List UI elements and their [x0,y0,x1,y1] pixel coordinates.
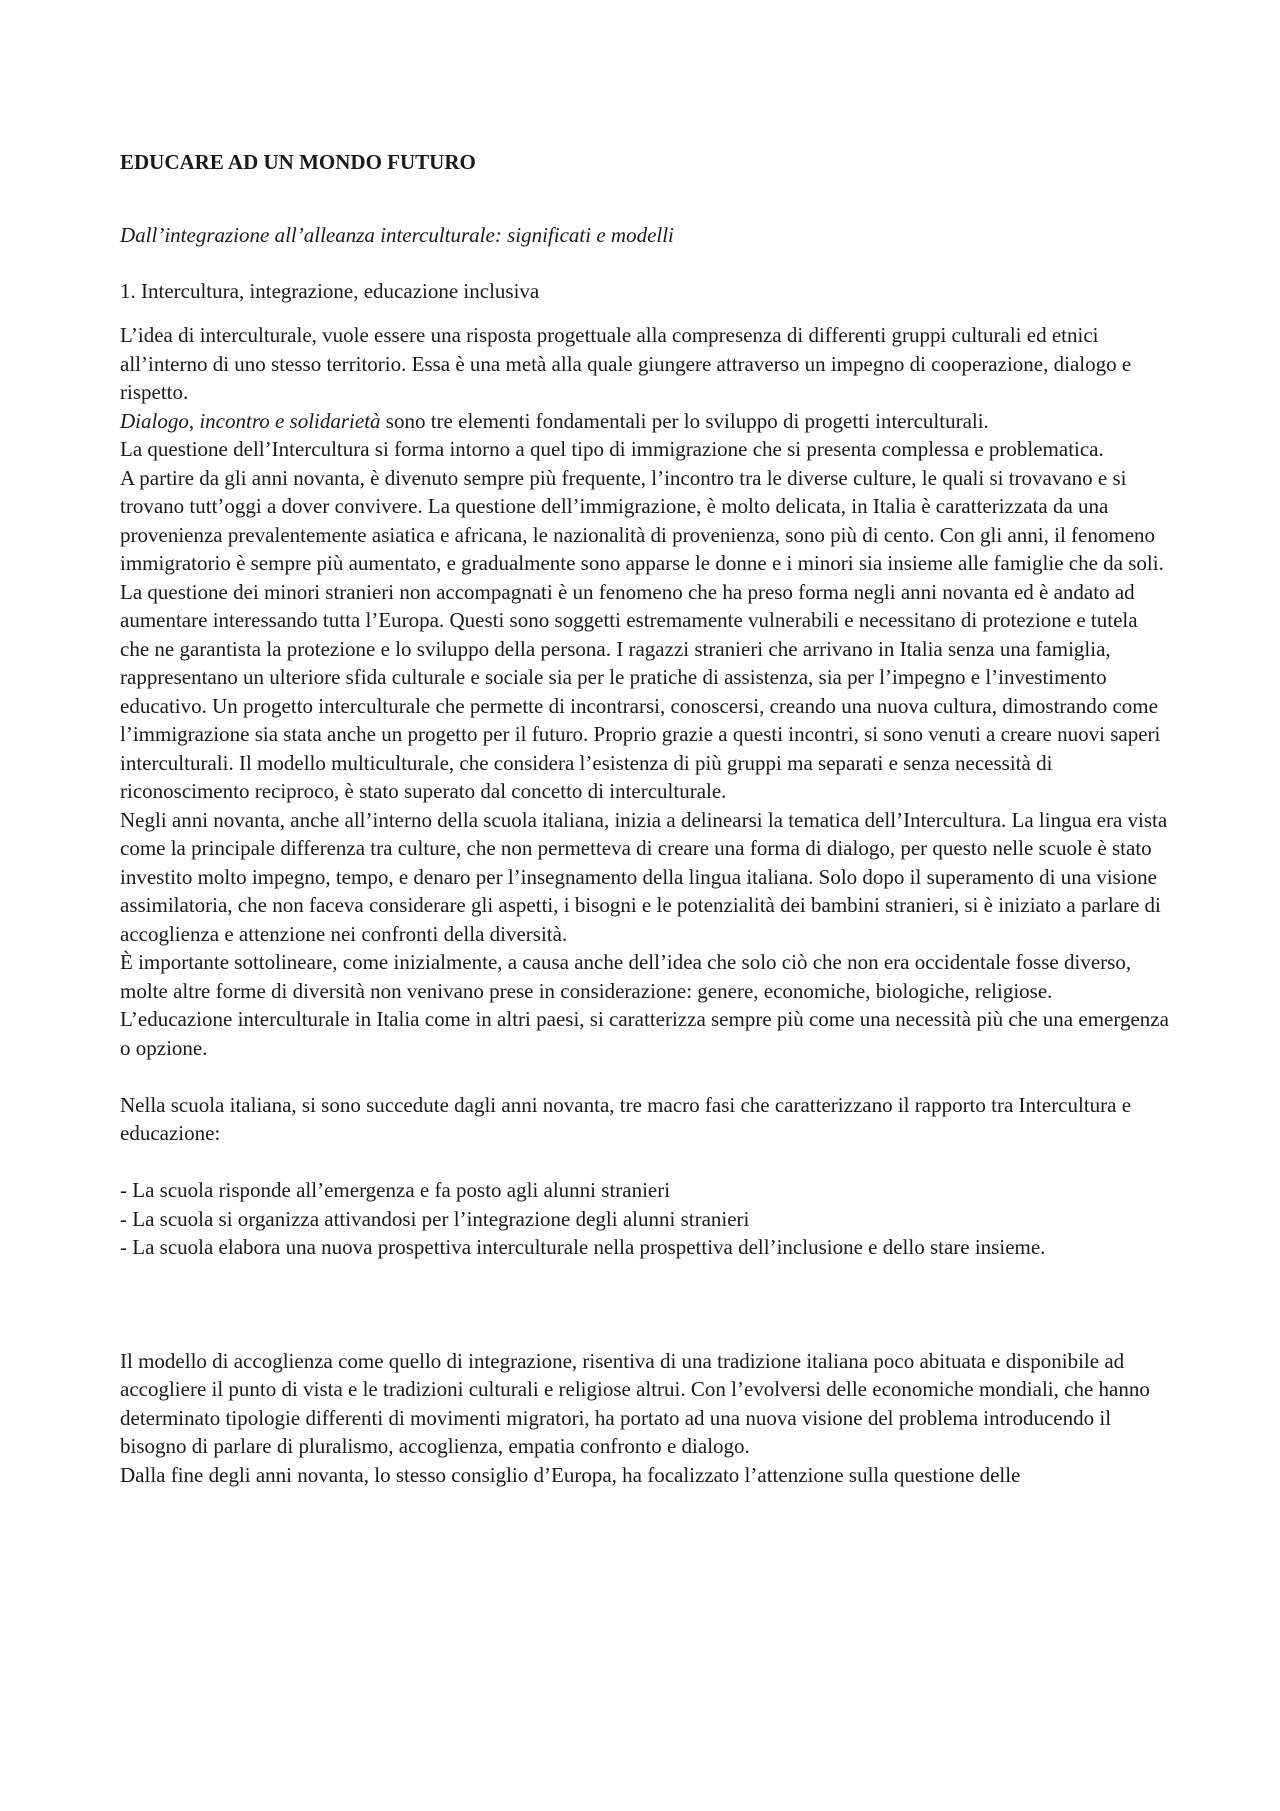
paragraph-8: Nella scuola italiana, si sono succedute dagli anni novanta, tre macro fasi che caratterizzano il rapporto tra Intercultura e educazione: [120,1092,1132,1145]
paragraph-10: Dalla fine degli anni novanta, lo stesso consiglio d’Europa, ha focalizzato l’attenzione sulla questione delle [120,1462,1021,1487]
paragraph-9: Il modello di accoglienza come quello di integrazione, risentiva di una tradizione italiana poco abituata e disponibile ad accogliere il punto di vista e le tradizioni culturali e religiose altrui. Con l’evolversi delle economiche mondiali, che hanno determinato tipologie differenti di movimenti migratori, ha portato ad una nuova visione del problema introducendo il bisogno di parlare di pluralismo, accoglienza, empatia confronto e dialogo. [120,1348,1150,1458]
paragraph-7: L’educazione interculturale in Italia come in altri paesi, si caratterizza sempre più come una necessità più che una emergenza o opzione. [120,1007,1169,1060]
spacer [120,1148,1170,1177]
document-subtitle: Dall’integrazione all’alleanza interculturale: significati e modelli [120,223,674,247]
paragraph-6: È importante sottolineare, come inizialmente, a causa anche dell’idea che solo ciò che non era occidentale fosse diverso, molte altre forme di diversità non venivano prese in considerazione: genere, economiche, biologiche, religiose. [120,950,1132,1003]
paragraph-3: La questione dell’Intercultura si forma intorno a quel tipo di immigrazione che si presenta complessa e problematica. [120,437,1104,461]
list-item: - La scuola risponde all’emergenza e fa posto agli alunni stranieri [120,1178,671,1202]
document-page [120,148,1170,1489]
paragraph-1: L’idea di interculturale, vuole essere una risposta progettuale alla compresenza di differenti gruppi culturali ed etnici all’interno di uno stesso territorio. Essa è una metà alla quale giungere attraverso un impegno di cooperazione, dialogo e rispetto. [120,323,1132,404]
list-item: - La scuola si organizza attivandosi per l’integrazione degli alunni stranieri [120,1206,750,1231]
spacer [120,1062,1170,1091]
paragraph-2-rest: sono tre elementi fondamentali per lo sviluppo di progetti interculturali. [380,408,989,433]
paragraph-2 [120,407,1170,436]
paragraph-4: A partire da gli anni novanta, è divenuto sempre più frequente, l’incontro tra le diverse culture, le quali si trovavano e si trovano tutt’oggi a dover convivere. La questione dell’immigrazione, è molto delicata, in Italia è caratterizzata da una provenienza prevalentemente asiatica e africana, le nazionalità di provenienza, sono più di cento. Con gli anni, il fenomeno immigratorio è sempre più aumentato, e gradualmente sono apparse le donne e i minori sia insieme alle famiglie che da soli. La questione dei minori stranieri non accompagnati è un fenomeno che ha preso forma negli anni novanta ed è andato ad aumentare interessando tutta l’Europa. Questi sono soggetti estremamente vulnerabili e necessitano di protezione e tutela che ne garantista la protezione e lo sviluppo della persona. I ragazzi stranieri che arrivano in Italia senza una famiglia, rappresentano un ulteriore sfida culturale e sociale sia per le pratiche di assistenza, sia per l’impegno e l’investimento educativo. Un progetto interculturale che permette di incontrarsi, conoscersi, creando una nuova cultura, dimostrando come l’immigrazione sia stata anche un progetto per il futuro. Proprio grazie a questi incontri, si sono venuti a creare nuovi saperi interculturali. Il modello multiculturale, che considera l’esistenza di più gruppi ma separati e senza necessità di riconoscimento reciproco, è stato superato dal concetto di interculturale. [120,465,1164,803]
list-item: - La scuola elabora una nuova prospettiva interculturale nella prospettiva dell’inclusione e dello stare insieme. [120,1235,1046,1259]
section-heading: 1. Intercultura, integrazione, educazione inclusiva [120,278,540,303]
paragraph-5: Negli anni novanta, anche all’interno della scuola italiana, inizia a delinearsi la tematica dell’Intercultura. La lingua era vista come la principale differenza tra culture, che non permetteva di creare una forma di dialogo, per questo nelle scuole è stato investito molto impegno, tempo, e denaro per l’insegnamento della lingua italiana. Solo dopo il superamento di una visione assimilatoria, che non faceva considerare gli aspetti, i bisogni e le potenzialità dei bambini stranieri, si è iniziato a parlare di accoglienza e attenzione nei confronti della diversità. [120,807,1168,946]
spacer [120,1262,1170,1347]
phases-list [120,1176,1170,1262]
paragraph-2-italic: Dialogo, incontro e solidarietà [120,408,381,433]
document-title: EDUCARE AD UN MONDO FUTURO [120,150,476,174]
